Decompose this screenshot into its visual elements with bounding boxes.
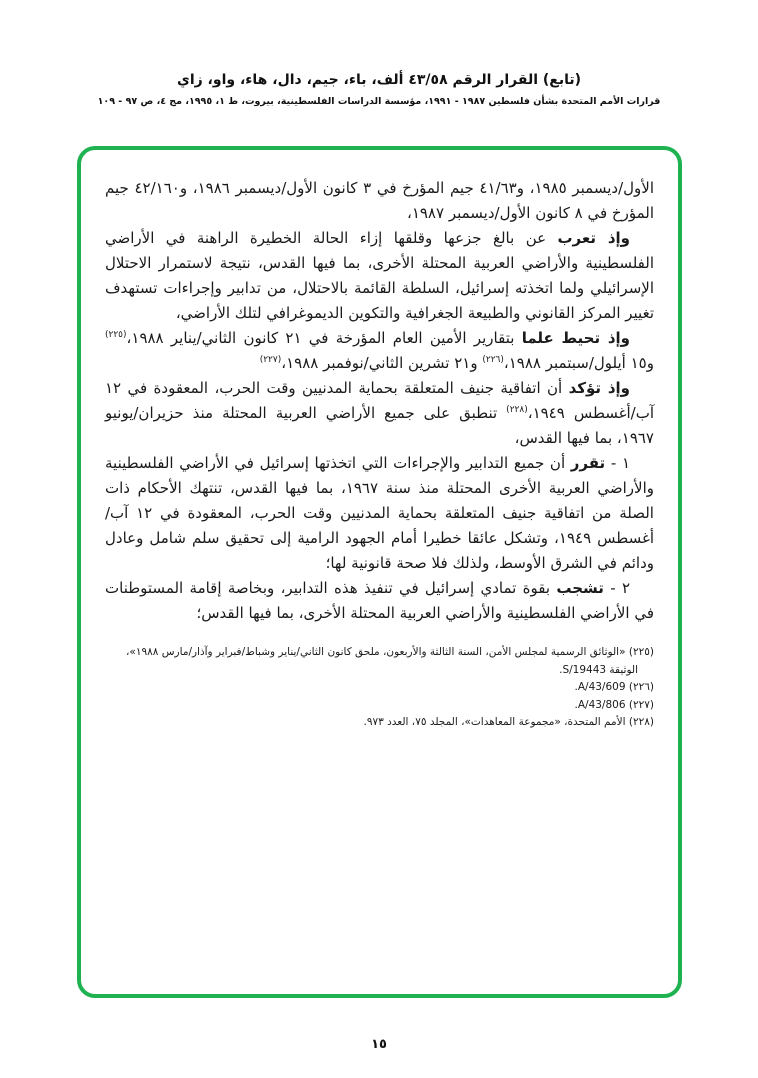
text-run: الأول/ديسمبر ١٩٨٥، و٤١/٦٣ جيم المؤرخ في ٣ كانون الأول/ديسمبر ١٩٨٦، و٤٢/١٦٠ جيم المؤرخ في ٨ كانون الأول/ديسمبر ١٩٨٧،: [105, 179, 654, 222]
body-paragraph: [105, 376, 654, 451]
body-paragraph: [105, 326, 654, 376]
footnote-number: (٢٢٧): [628, 698, 654, 711]
document-title: (تابع) القرار الرقم ٤٣/٥٨ ألف، باء، جيم، دال، هاء، واو، زاي: [176, 72, 582, 88]
footnote: [105, 714, 654, 732]
footnote-number: (٢٢٦): [628, 681, 654, 693]
footnote-ref: (٢٢٧): [259, 355, 282, 365]
text-run: تنطبق على جميع الأراضي العربية المحتلة منذ حزيران/يونيو ١٩٦٧، بما فيها القدس،: [105, 404, 654, 447]
footnote-text: «الوثائق الرسمية لمجلس الأمن، السنة الثالثة والأربعون، ملحق كانون الثاني/يناير وشباط/فبراير وآذار/مارس ١٩٨٨»، الوثيقة S/19443.: [126, 646, 638, 676]
footnote-number: (٢٢٨): [628, 716, 654, 728]
footnote-number: (٢٢٥): [628, 646, 654, 658]
paragraph-lead: وإذ تعرب: [557, 229, 630, 247]
body-paragraph: [105, 176, 654, 226]
footnote: [105, 679, 654, 697]
text-run: ١ -: [605, 454, 630, 472]
paragraph-lead: وإذ تحيط علما: [521, 329, 631, 347]
text-run: أن جميع التدابير والإجراءات التي اتخذتها إسرائيل في الأراضي الفلسطينية والأراضي العربية الأخرى المحتلة منذ سنة ١٩٦٧، بما فيها القدس، تنتهك الأحكام ذات الصلة من اتفاقية جنيف المتعلقة بحماية المدنيين وقت الحرب، المعقودة في ١٢ آب/أغسطس ١٩٤٩، وتشكل عائقا خطيرا أمام الجهود الرامية إلى تحقيق سلم شامل وعادل ودائم في الشرق الأوسط، ولذلك فلا صحة قانونية لها؛: [105, 454, 655, 572]
text-run: ٢ -: [603, 579, 630, 597]
body-paragraph: [105, 226, 654, 326]
footnote-ref: (٢٢٦): [482, 355, 504, 365]
page-header: [0, 72, 758, 107]
footnote-ref: (٢٢٥): [105, 330, 127, 340]
footnote: [105, 644, 654, 679]
text-run: و١٥ أيلول/سبتمبر ١٩٨٨،: [503, 354, 654, 372]
text-run: أن اتفاقية جنيف المتعلقة بحماية المدنيين وقت الحرب، المعقودة في ١٢ آب/أغسطس ١٩٤٩،: [105, 379, 654, 422]
content-frame: [77, 146, 682, 998]
paragraph-lead: تقرر: [570, 454, 606, 472]
text-run: و٢١ تشرين الثاني/نوفمبر ١٩٨٨،: [281, 354, 483, 372]
resolution-text: [105, 176, 654, 626]
footnote: [105, 697, 654, 715]
footnotes-section: [105, 644, 654, 732]
footnote-ref: (٢٢٨): [506, 405, 528, 415]
footnote-text: الأمم المتحدة، «مجموعة المعاهدات»، المجلد ٧٥، العدد ٩٧٣.: [363, 716, 629, 728]
body-paragraph: [105, 576, 654, 626]
paragraph-lead: وإذ تؤكد: [568, 379, 630, 397]
body-paragraph: [105, 451, 654, 576]
text-run: بتقارير الأمين العام المؤرخة في ٢١ كانون الثاني/يناير ١٩٨٨،: [126, 329, 522, 347]
text-run: عن بالغ جزعها وقلقها إزاء الحالة الخطيرة الراهنة في الأراضي الفلسطينية والأراضي العربية المحتلة الأخرى، بما فيها القدس، نتيجة لاستمرار الاحتلال الإسرائيلي ولما اتخذته إسرائيل، السلطة القائمة بالاحتلال، من تدابير وإجراءات تستهدف تغيير المركز القانوني والطبيعة الجغرافية والتكوين الديموغرافي لتلك الأراضي،: [105, 229, 654, 322]
footnote-text: A/43/609.: [574, 681, 629, 693]
source-citation: قرارات الأمم المتحدة بشأن فلسطين ١٩٨٧ - ١٩٩١، مؤسسة الدراسات الفلسطينية، بيروت، ط ١، ١٩٩٥، مج ٤، ص ٩٧ - ١٠٩: [97, 96, 661, 107]
paragraph-lead: تشجب: [556, 579, 604, 597]
text-run: بقوة تمادي إسرائيل في تنفيذ هذه التدابير، وبخاصة إقامة المستوطنات في الأراضي الفلسطينية والأراضي العربية المحتلة الأخرى، بما فيها القدس؛: [105, 579, 654, 622]
footnote-text: A/43/806.: [574, 698, 629, 711]
page-number: ١٥: [371, 1037, 387, 1052]
